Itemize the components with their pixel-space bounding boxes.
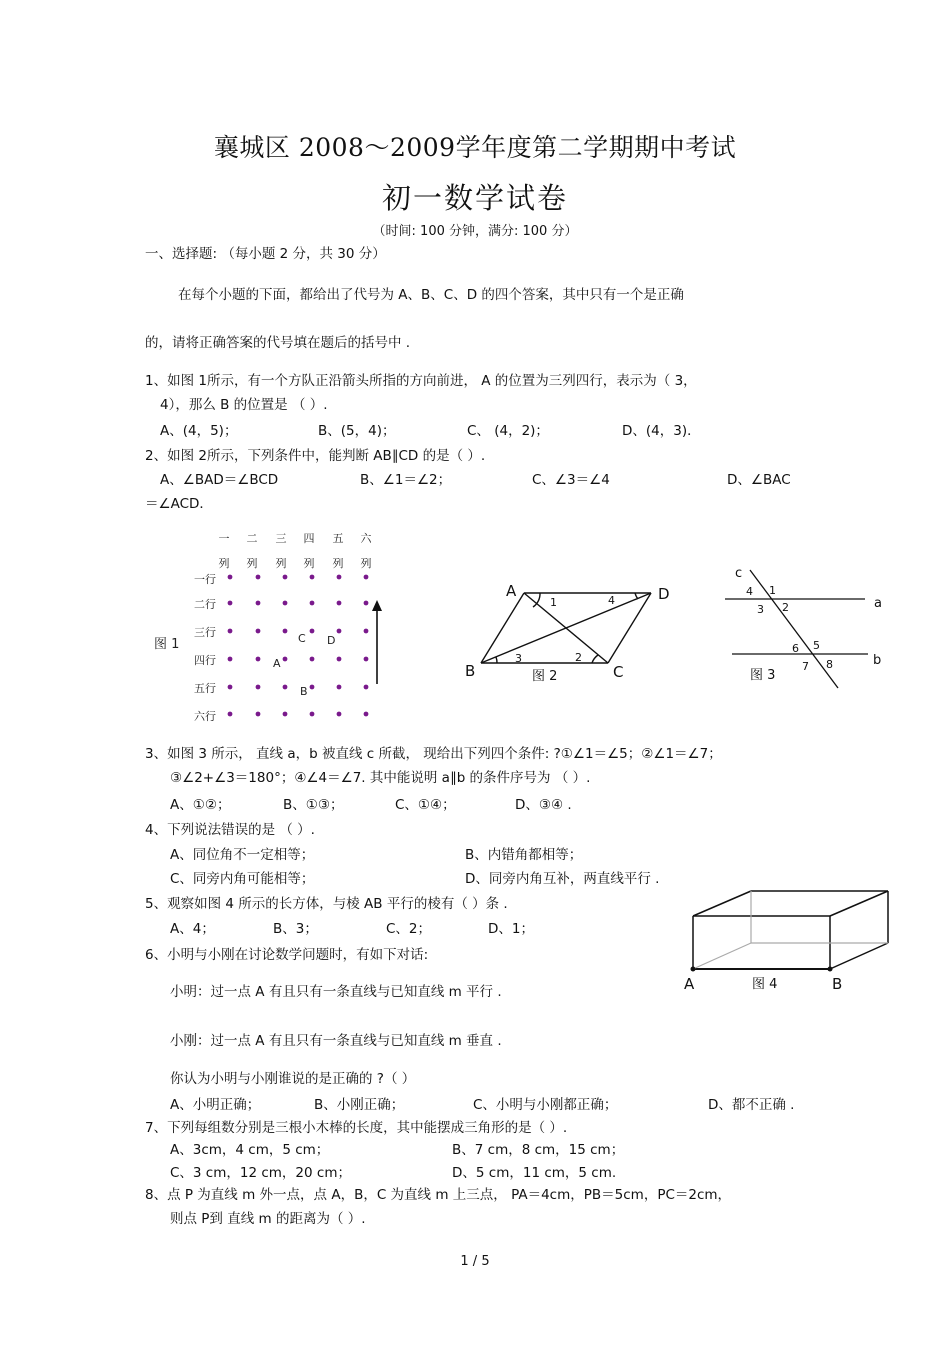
q4-stem: 4、下列说法错误的是 （ ）. (145, 822, 315, 838)
time-info: （时间: 100 分钟，满分: 100 分） (372, 224, 578, 239)
fig1-row-label: 五行 (194, 682, 216, 695)
q5-stem: 5、观察如图 4 所示的长方体，与棱 AB 平行的棱有（ ）条 . (145, 896, 508, 912)
fig1-dot (283, 629, 288, 634)
fig1-dot (364, 712, 369, 717)
fig1-dot (310, 629, 315, 634)
q4-option-d: D、同旁内角互补，两直线平行 . (465, 871, 660, 887)
q1-option-a: A、(4，5)； (160, 423, 238, 439)
q5-option-d: D、1； (488, 921, 534, 937)
fig1-col-suffix: 列 (332, 557, 344, 570)
fig1-dot (228, 712, 233, 717)
fig1-row-label: 一行 (194, 573, 216, 586)
fig1-label-c: C (298, 632, 306, 645)
q5-option-a: A、4； (170, 921, 215, 937)
fig1-dot (283, 712, 288, 717)
q1-option-d: D、(4，3)． (622, 423, 701, 439)
fig4-label-b: B (832, 975, 843, 993)
fig2-angle-3: 3 (515, 652, 522, 665)
fig2-angle-arc-3 (496, 657, 497, 663)
fig2-angle-arc-4 (635, 593, 638, 599)
q7-option-c: C、3 cm，12 cm，20 cm； (170, 1165, 351, 1181)
q2-option-c: C、∠3＝∠4 (532, 472, 610, 488)
q3-stem-line1: 3、如图 3 所示， 直线 a，b 被直线 c 所截， 现给出下列四个条件: ?①∠1＝∠5；②∠1＝∠7； (145, 746, 722, 762)
figure-4 (680, 885, 895, 995)
q1-option-b: B、(5，4)； (318, 423, 396, 439)
q7-option-a: A、3cm，4 cm，5 cm； (170, 1142, 330, 1158)
q7-stem: 7、下列每组数分别是三根小木棒的长度，其中能摆成三角形的是（ ）. (145, 1120, 568, 1136)
fig1-dot (337, 629, 342, 634)
q1-stem-line2: 4），那么 B 的位置是 （ ）. (160, 397, 328, 413)
fig1-dot (337, 601, 342, 606)
fig1-dot (364, 601, 369, 606)
section-intro-line2: 的，请将正确答案的代号填在题后的括号中 . (145, 335, 411, 351)
q6-stem: 6、小明与小刚在讨论数学问题时，有如下对话: (145, 947, 429, 963)
fig1-dot (228, 657, 233, 662)
q1-option-c: C、 (4，2)； (467, 423, 549, 439)
fig1-dot (337, 657, 342, 662)
fig1-dot (310, 685, 315, 690)
fig1-col-suffix: 列 (275, 557, 287, 570)
fig1-row-label: 四行 (194, 654, 216, 667)
fig1-dot (228, 601, 233, 606)
fig4-caption: 图 4 (752, 977, 778, 992)
fig4-label-a: A (684, 975, 695, 993)
q2-option-d: D、∠BAC (727, 472, 791, 488)
fig2-angle-arc-2 (592, 655, 598, 663)
q5-option-c: C、2； (386, 921, 432, 937)
fig1-dot (256, 575, 261, 580)
q3-stem-line2: ③∠2+∠3＝180°；④∠4＝∠7. 其中能说明 a∥b 的条件序号为 （ ）. (170, 770, 591, 786)
fig1-dot (256, 601, 261, 606)
fig3-label-a: a (874, 596, 882, 611)
fig3-angle-2: 2 (782, 601, 789, 614)
fig1-row-label: 三行 (194, 626, 216, 639)
fig3-angle-6: 6 (792, 642, 799, 655)
fig3-angle-5: 5 (813, 639, 820, 652)
fig1-dot (256, 657, 261, 662)
q4-option-a: A、同位角不一定相等； (170, 847, 315, 863)
fig1-col-num: 五 (332, 532, 344, 545)
fig4-edge-top-left (693, 891, 751, 916)
fig3-angle-8: 8 (826, 658, 833, 671)
fig1-dot (228, 575, 233, 580)
fig2-vertex-a: A (506, 582, 517, 600)
figure-2 (458, 580, 688, 690)
section-heading: 一、选择题: （每小题 2 分，共 30 分） (145, 246, 386, 262)
exam-subtitle: 初一数学试卷 (381, 181, 568, 215)
fig2-vertex-d: D (658, 585, 670, 603)
fig1-col-num: 一 (218, 532, 230, 545)
fig1-dot (256, 629, 261, 634)
fig1-col-suffix: 列 (360, 557, 372, 570)
fig1-dot (364, 575, 369, 580)
q3-option-a: A、①②； (170, 797, 231, 813)
fig4-edge-top-right (830, 891, 888, 916)
fig3-label-c: c (735, 566, 743, 581)
fig1-dot (310, 712, 315, 717)
fig2-caption: 图 2 (532, 669, 558, 684)
fig2-angle-1: 1 (550, 596, 557, 609)
fig1-row-label: 六行 (194, 710, 216, 723)
figure-3 (720, 562, 895, 692)
fig3-angle-3: 3 (757, 603, 764, 616)
fig1-col-num: 三 (275, 532, 287, 545)
fig1-dot (364, 657, 369, 662)
fig2-angle-2: 2 (575, 651, 582, 664)
figure-1 (148, 526, 398, 726)
q6-option-c: C、小明与小刚都正确； (473, 1097, 618, 1113)
fig1-caption: 图 1 (154, 637, 180, 652)
fig4-edge-bottom-right (830, 943, 888, 969)
fig4-point-a (691, 967, 696, 972)
fig2-vertex-b: B (465, 662, 476, 680)
q3-option-b: B、①③； (283, 797, 344, 813)
page-number: 1 / 5 (460, 1254, 490, 1269)
fig1-label-b: B (300, 685, 308, 698)
q6-question: 你认为小明与小刚谁说的是正确的 ?（ ） (170, 1071, 416, 1087)
q2-stem: 2、如图 2所示，下列条件中，能判断 AB∥CD 的是（ ）. (145, 448, 486, 464)
q8-stem-line1: 8、点 P 为直线 m 外一点，点 A，B，C 为直线 m 上三点， PA＝4cm，PB＝5cm，PC＝2cm， (145, 1187, 732, 1203)
fig1-dot (310, 601, 315, 606)
fig1-dot (364, 685, 369, 690)
fig1-arrowhead (372, 600, 382, 611)
q7-option-d: D、5 cm，11 cm，5 cm. (452, 1165, 617, 1181)
fig4-point-b (828, 967, 833, 972)
fig1-col-num: 六 (360, 532, 372, 545)
q5-option-b: B、3； (273, 921, 318, 937)
q2-option-b: B、∠1＝∠2； (360, 472, 452, 488)
fig1-label-a: A (273, 657, 281, 670)
fig1-row-label: 二行 (194, 598, 216, 611)
q6-xiaoming: 小明：过一点 A 有且只有一条直线与已知直线 m 平行 . (170, 984, 502, 1000)
q3-option-c: C、①④； (395, 797, 456, 813)
fig1-dot (283, 601, 288, 606)
fig1-dot (337, 575, 342, 580)
fig1-col-suffix: 列 (303, 557, 315, 570)
q7-option-b: B、7 cm，8 cm，15 cm； (452, 1142, 625, 1158)
q4-option-c: C、同旁内角可能相等； (170, 871, 315, 887)
q6-option-d: D、都不正确 . (708, 1097, 795, 1113)
fig1-dot (256, 685, 261, 690)
fig4-hidden-edge-1 (693, 943, 751, 969)
fig1-dot (337, 712, 342, 717)
fig1-col-num: 四 (303, 532, 315, 545)
fig1-col-num: 二 (246, 532, 258, 545)
fig1-dot (310, 575, 315, 580)
fig3-angle-1: 1 (769, 584, 776, 597)
fig3-angle-4: 4 (746, 585, 753, 598)
fig3-caption: 图 3 (750, 668, 776, 683)
fig1-dot (228, 685, 233, 690)
fig1-dot (364, 629, 369, 634)
fig1-dot (283, 575, 288, 580)
q6-option-b: B、小刚正确； (314, 1097, 405, 1113)
section-intro-line1: 在每个小题的下面，都给出了代号为 A、B、C、D 的四个答案，其中只有一个是正确 (178, 287, 684, 303)
fig1-dot (228, 629, 233, 634)
fig1-dot (310, 657, 315, 662)
exam-title: 襄城区 2008～2009学年度第二学期期中考试 (213, 133, 737, 162)
fig1-dot (256, 712, 261, 717)
fig1-col-suffix: 列 (218, 557, 230, 570)
q3-option-d: D、③④ . (515, 797, 572, 813)
q4-option-b: B、内错角都相等； (465, 847, 583, 863)
fig2-diagonal-bd (481, 593, 651, 663)
fig2-vertex-c: C (613, 663, 624, 681)
q1-stem-line1: 1、如图 1所示，有一个方队正沿箭头所指的方向前进， A 的位置为三列四行，表示为（ 3， (145, 373, 697, 389)
fig2-angle-4: 4 (608, 594, 615, 607)
fig3-label-b: b (873, 653, 882, 668)
fig1-dot (337, 685, 342, 690)
fig3-angle-7: 7 (802, 660, 809, 673)
q8-stem-line2: 则点 P到 直线 m 的距离为（ ）. (170, 1211, 366, 1227)
q6-xiaogang: 小刚：过一点 A 有且只有一条直线与已知直线 m 垂直 . (170, 1033, 502, 1049)
fig1-dot (283, 685, 288, 690)
fig1-col-suffix: 列 (246, 557, 258, 570)
fig1-dot-grid (228, 575, 369, 717)
fig1-dot (283, 657, 288, 662)
fig1-label-d: D (327, 634, 336, 647)
q2-option-a: A、∠BAD＝∠BCD (160, 472, 279, 488)
q2-option-d-cont: ＝∠ACD． (145, 496, 213, 512)
q6-option-a: A、小明正确； (170, 1097, 261, 1113)
